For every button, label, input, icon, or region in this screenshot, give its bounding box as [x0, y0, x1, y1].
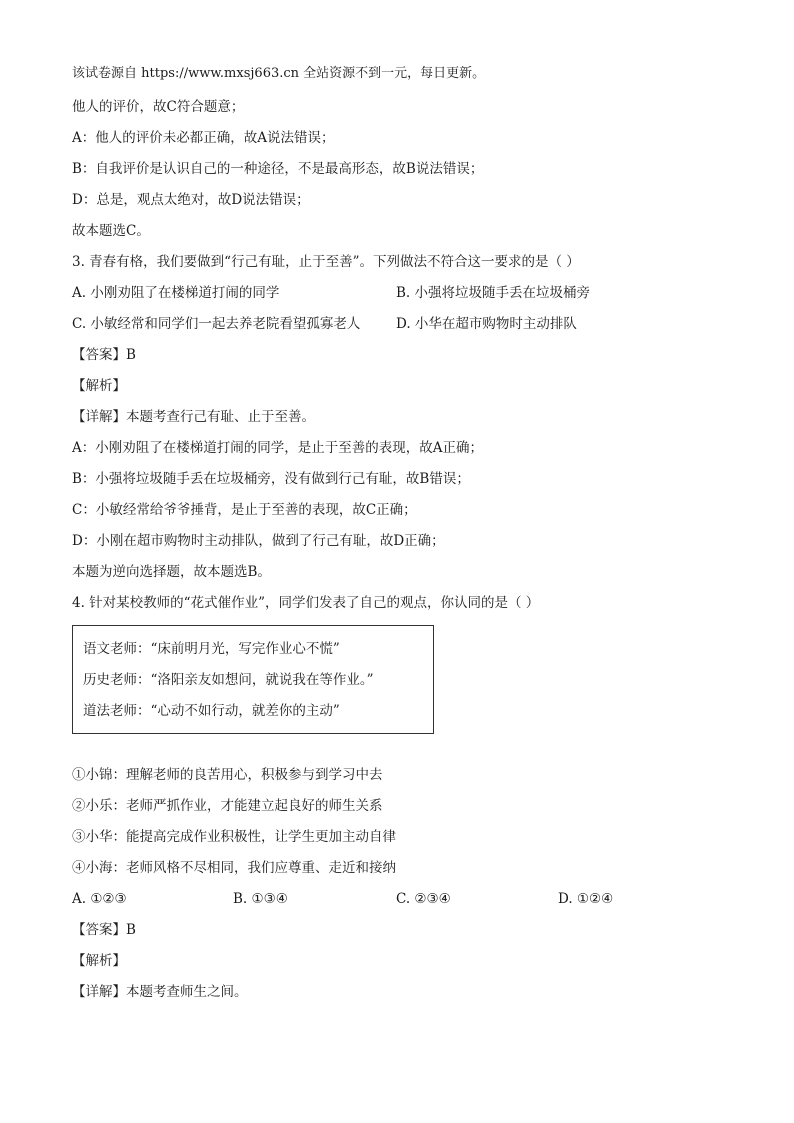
options-row [72, 278, 732, 309]
quote-line: 道法老师：“心动不如行动，就差你的主动” [83, 703, 340, 719]
question-4 [72, 588, 732, 1008]
option-a: A. 小刚劝阻了在楼梯道打闹的同学 [72, 285, 280, 301]
document-page [72, 62, 732, 1008]
statement-line: ④小海：老师风格不尽相同，我们应尊重、走近和接纳 [72, 860, 396, 876]
explanation-line: D：小刚在超市购物时主动排队，做到了行己有耻，故D正确； [72, 533, 445, 549]
detail-label: 【详解】本题考查行己有耻、止于至善。 [72, 409, 315, 425]
detail-label: 【详解】本题考查师生之间。 [72, 984, 248, 1000]
explanation-line: A：小刚劝阻了在楼梯道打闹的同学，是止于至善的表现，故A正确； [72, 440, 483, 456]
quote-line: 语文老师：“床前明月光，写完作业心不慌” [83, 641, 340, 657]
option-b: B. 小强将垃圾随手丢在垃圾桶旁 [396, 285, 591, 301]
statement-line: ①小锦：理解老师的良苦用心，积极参与到学习中去 [72, 767, 383, 783]
answer-label: 【答案】B [72, 922, 136, 938]
option-a: A. ①②③ [72, 891, 127, 907]
explanation-line: C：小敏经常给爷爷捶背，是止于至善的表现，故C正确； [72, 502, 417, 518]
question-stem: 3. 青春有格，我们要做到“行己有耻，止于至善”。下列做法不符合这一要求的是（ ） [72, 254, 580, 270]
question-3 [72, 247, 732, 588]
option-d: D. ①②④ [558, 891, 614, 907]
explanation-line: B：自我评价是认识自己的一种途径，不是最高形态，故B说法错误； [72, 161, 484, 177]
explanation-line: D：总是，观点太绝对，故D说法错误； [72, 192, 310, 208]
explanation-line: B：小强将垃圾随手丢在垃圾桶旁，没有做到行己有耻，故B错误； [72, 471, 470, 487]
explanation-line: 他人的评价，故C符合题意； [72, 99, 245, 115]
option-b: B. ①③④ [233, 891, 288, 907]
statement-line: ②小乐：老师严抓作业，才能建立起良好的师生关系 [72, 798, 383, 814]
question-stem: 4. 针对某校教师的“花式催作业”，同学们发表了自己的观点，你认同的是（ ） [72, 595, 540, 611]
analysis-label: 【解析】 [72, 378, 126, 394]
option-c: C. 小敏经常和同学们一起去养老院看望孤寡老人 [72, 316, 361, 332]
option-c: C. ②③④ [396, 891, 451, 907]
source-header: 该试卷源自 https://www.mxsj663.cn 全站资源不到一元，每日更新。 [72, 66, 486, 81]
analysis-label: 【解析】 [72, 953, 126, 969]
quote-box [72, 625, 434, 734]
options-row [72, 884, 732, 915]
conclusion-line: 本题为逆向选择题，故本题选B。 [72, 564, 271, 580]
explanation-line: A：他人的评价未必都正确，故A说法错误； [72, 130, 335, 146]
q2-explanation-tail [72, 92, 732, 247]
conclusion-line: 故本题选C。 [72, 223, 150, 239]
option-d: D. 小华在超市购物时主动排队 [396, 316, 577, 332]
statement-line: ③小华：能提高完成作业积极性，让学生更加主动自律 [72, 829, 396, 845]
answer-label: 【答案】B [72, 347, 136, 363]
options-row [72, 309, 732, 340]
quote-line: 历史老师：“洛阳亲友如想问，就说我在等作业。” [83, 672, 374, 688]
